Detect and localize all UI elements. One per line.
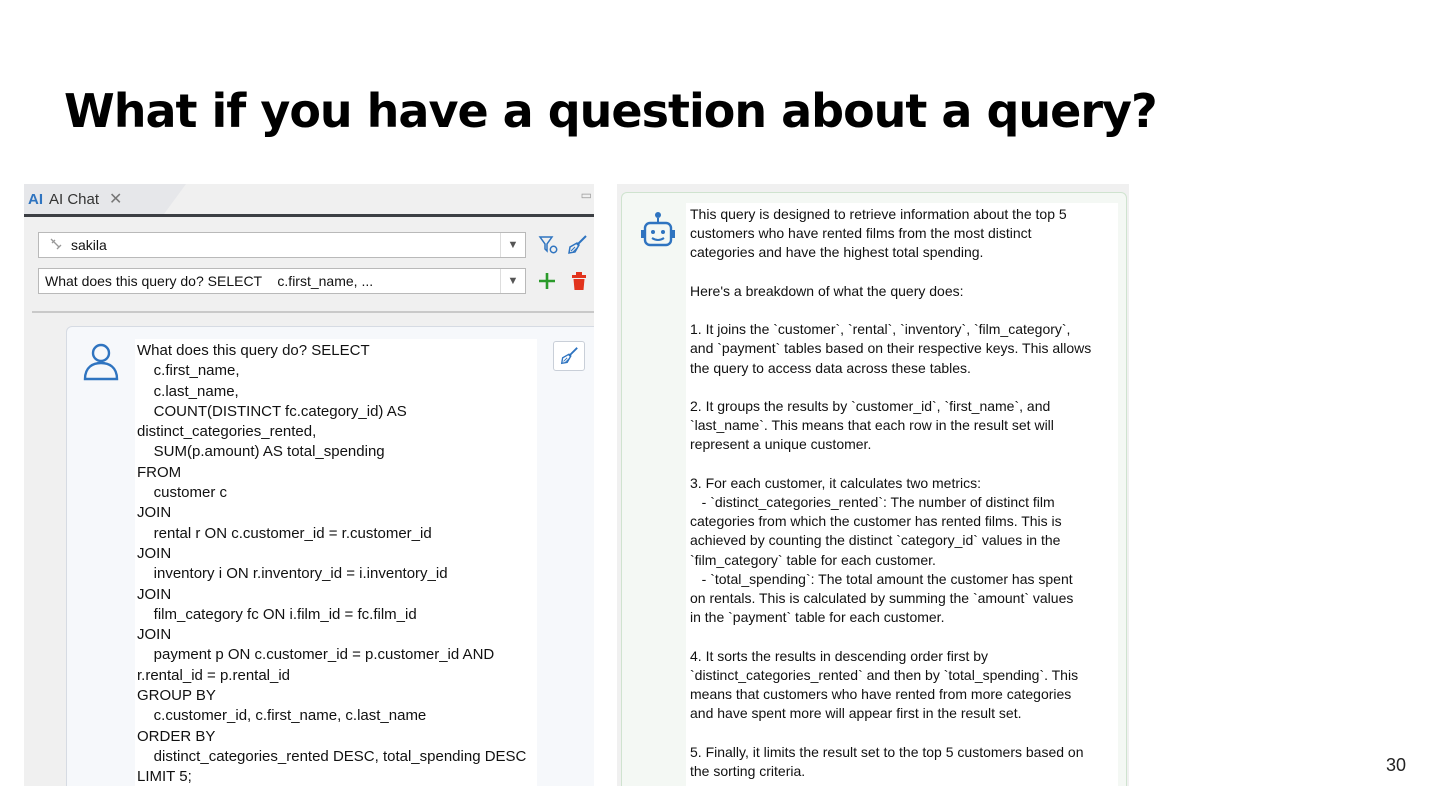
broom-icon	[559, 346, 579, 366]
tab-label: AI Chat	[49, 190, 100, 208]
assistant-message	[621, 192, 1127, 786]
close-icon[interactable]: ✕	[109, 191, 123, 208]
connection-value: sakila	[71, 237, 107, 253]
ai-icon: AI	[28, 190, 43, 208]
robot-icon	[638, 211, 678, 251]
tab-bar	[24, 184, 594, 216]
chevron-down-icon[interactable]: ▼	[500, 233, 525, 257]
minimize-icon[interactable]: ▭	[580, 188, 592, 202]
reuse-prompt-button[interactable]	[553, 341, 585, 371]
filter-settings-icon	[538, 234, 560, 256]
filter-settings-button[interactable]	[538, 234, 560, 256]
trash-icon	[569, 271, 589, 291]
plus-icon	[537, 271, 557, 291]
chevron-down-icon[interactable]: ▼	[500, 269, 525, 293]
user-message	[66, 326, 594, 786]
page-number: 30	[1385, 755, 1406, 775]
divider	[32, 311, 594, 313]
user-message-text: What does this query do? SELECT c.first_name, c.last_name, COUNT(DISTINCT fc.category_id) AS distinct_categories_rented, SUM(p.amount) AS total_spending FROM customer c JOIN rental r ON c.customer_id = r.customer_id JOIN inventory i ON r.inventory_id = i.inventory_id JOIN film_category fc ON i.film_id = fc.film_id JOIN payment p ON c.customer_id = p.customer_id AND r.rental_id = p.rental_id GROUP BY c.customer_id, c.first_name, c.last_name ORDER BY distinct_categories_rented DESC, total_spending DESC LIMIT 5;	[135, 339, 537, 786]
broom-icon	[566, 234, 588, 256]
assistant-message-text: This query is designed to retrieve information about the top 5 customers who have rented films from the most distinct categories and have the highest total spending. Here's a breakdown of what the query does: 1. It joins the `customer`, `rental`, `inventory`, `film_category`, and `payment` tables based on their respective keys. This allows the query to access data across these tables. 2. It groups the results by `customer_id`, `first_name`, and `last_name`. This means that each row in the result set will represent a unique customer. 3. For each customer, it calculates two metrics: - `distinct_categories_rented`: The number of distinct film categories from which the customer has rented films. This is achieved by counting the distinct `category_id` values in the `film_category` table for each customer. - `total_spending`: The total amount the customer has spent on rentals. This is calculated by summing the `amount` values in the `payment` table for each customer. 4. It sorts the results in descending order first by `distinct_categories_rented` and then by `total_spending`. This means that customers who have rented from more categories and have spent more will appear first in the result set. 5. Finally, it limits the result set to the top 5 customers based on the sorting criteria.	[686, 203, 1118, 786]
slide-title: What if you have a question about a query?	[64, 84, 1157, 138]
connection-select[interactable]	[38, 232, 526, 258]
add-chat-button[interactable]	[536, 270, 558, 292]
connection-plug-icon	[49, 237, 63, 254]
ai-response-panel	[617, 184, 1129, 786]
prompt-select[interactable]	[38, 268, 526, 294]
delete-chat-button[interactable]	[568, 270, 590, 292]
tab-bar-underline	[24, 214, 594, 217]
user-icon	[81, 341, 121, 381]
tab-corner	[164, 184, 186, 214]
prompt-value: What does this query do? SELECT c.first_name, ...	[45, 273, 374, 289]
ai-chat-panel	[24, 184, 594, 786]
tab-ai-chat[interactable]	[24, 184, 164, 214]
clear-context-button[interactable]	[566, 234, 588, 256]
